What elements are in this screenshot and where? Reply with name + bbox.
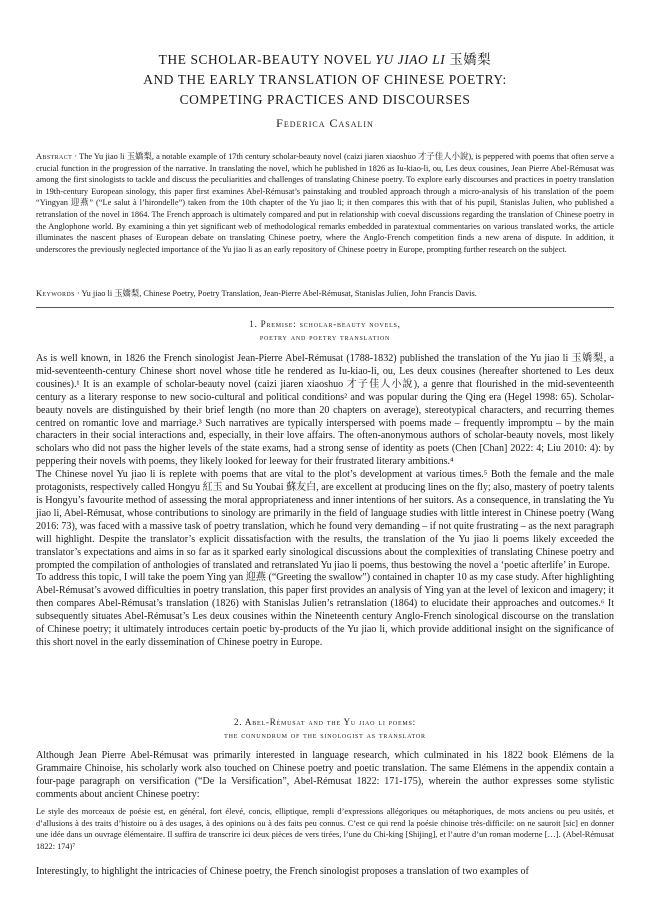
article-title	[40, 50, 610, 110]
section-divider	[36, 307, 614, 308]
title-line-2: AND THE EARLY TRANSLATION OF CHINESE POETRY:	[143, 72, 507, 87]
abstract-text: The Yu jiao li 玉嬌梨, a notable example of 17th century scholar-beauty novel (caizi jiaren xiaoshuo 才子佳人小說), is peppered with poems that often serve a crucial function in the progression of the narrative. In translating the novel, which he published in 1826 as Iu-kiao-li, ou, Les deux cousines, Jean Pierre Abel-Rémusat was among the first sinologists to tackle and discuss the peculiarities and challenges of translating Chinese poetry. To explore early discourses and practices in poetry translation in 19th-century European sinology, this paper first examines Abel-Rémusat’s painstaking and troubled approach through a micro-analysis of his translation of the poem “Yingyan 迎燕” (“Le salut à l’hirondelle”) taken from the 10th chapter of the Yu jiao li; it then compares this with that of his pupil, Stanislas Julien, who published a retranslation of the novel in 1864. The French approach is ultimately compared and put in relationship with coeval discussions regarding the translation of Chinese poetry in the Anglophone world. By examining a thin yet significant web of methodological remarks embedded in paratextual commentaries on various translated works, the article illuminates the nascent phases of European debate on translating Chinese poetry, where the Anglo-French competition finds a new arena of dispute. In addition, it underscores the previously neglected importance of the Yu jiao li as an early repository of Chinese poetry in Europe, prompting further research on the subject.	[36, 152, 614, 254]
block-quote: Le style des morceaux de poésie est, en général, fort élevé, concis, elliptique, rempli d’expressions allégoriques ou métaphoriques, de mots anciens ou peu usités, et d’allusions à des traits d’histoire ou à des usages, à des opinions ou à des faits peu connus. C’est ce qui rend la poésie chinoise très-difficile: on ne sauroit [sic] en donner une idée dans un ouvrage élémentaire. Il suffira de transcrire ici deux pièces de vers tirées, l’une du Chi-king [Shijing], et l’autre d’un roman moderne […]. (Abel-Rémusat 1822: 174)⁷	[36, 807, 614, 852]
abstract: Abstract · The Yu jiao li 玉嬌梨, a notable example of 17th century scholar-beauty novel (caizi jiaren xiaoshuo 才子佳人小說), is peppered with poems that often serve a crucial function in the progression of the narrative. In translating the novel, which he published in 1826 as Iu-kiao-li, ou, Les deux cousines, Jean Pierre Abel-Rémusat was among the first sinologists to tackle and discuss the peculiarities and challenges of translating Chinese poetry. To explore early discourses and practices in poetry translation in 19th-century European sinology, this paper first examines Abel-Rémusat’s painstaking and troubled approach through a micro-analysis of his translation of the poem “Yingyan 迎燕” (“Le salut à l’hirondelle”) taken from the 10th chapter of the Yu jiao li; it then compares this with that of his pupil, Stanislas Julien, who published a retranslation of the novel in 1864. The French approach is ultimately compared and put in relationship with coeval discussions regarding the translation of Chinese poetry in the Anglophone world. By examining a thin yet significant web of methodological remarks embedded in paratextual commentaries on various translated works, the article illuminates the nascent phases of European debate on translating Chinese poetry, where the Anglo-French competition finds a new arena of dispute. In addition, it underscores the previously neglected importance of the Yu jiao li as an early repository of Chinese poetry in Europe, prompting further research on the subject.	[36, 152, 614, 254]
title-line-1: THE SCHOLAR-BEAUTY NOVEL YU JIAO LI 玉嬌梨	[158, 52, 492, 67]
section-1-paragraph-2: The Chinese novel Yu jiao li is replete with poems that are vital to the plot’s development at various times.⁵ Both the female and the male protagonists, respectively called Hongyu 紅玉 and Su Youbai 蘇友白, are excellent at producing lines on the fly; also, mastery of poetry talents is Hongyu’s favourite method of assessing the moral appropriateness and inner intentions of her suitors. As a consequence, in translating the Yu jiao li, Abel-Rémusat, whose contributions to sinology are primarily in the field of language studies with little interest in Chinese poetry (Wang 2016: 73), was faced with a massive task of poetry translation, which he found very demanding – if not quite frustrating – as the next paragraph will highlight. Despite the translator’s explicit dissatisfaction with the results, the translation of the Yu jiao li poems likely exceeded the translator’s expectations and aims in so far as it sparked early sinological discussions about the complexities of translating Chinese poetry and prompted the compilation of anthologies of translated and retranslated Yu jiao li poems, thus bestowing the novel a ‘poetic afterlife’ in Europe.	[36, 469, 614, 571]
keywords-text: Yu jiao li 玉嬌梨, Chinese Poetry, Poetry Translation, Jean-Pierre Abel-Rémusat, Stanislas Julien, John Francis Davis.	[81, 289, 477, 298]
section-1-paragraph-1: As is well known, in 1826 the French sinologist Jean-Pierre Abel-Rémusat (1788-1832) published the translation of the Yu jiao li 玉嬌梨, a mid-seventeenth-century Chinese short novel whose title he rendered as Iu-kiao-li, ou, Les deux cousines (hereafter shortened to Les deux cousines).¹ It is an example of scholar-beauty novel (caizi jiaren xiaoshuo 才子佳人小說), a genre that flourished in the mid-seventeenth century as a literary response to new socio-cultural and political conditions² and was popular during the Qing era (Hegel 1998: 65). Scholar-beauty novels are distinguished by their brief length (no more than 20 chapters on average), stereotypical characters, and recurring themes centred on romantic love and marriage.³ Such narratives are typically interspersed with poems made – frequently impromptu – by the main characters in their social interactions and, especially, in their love affairs. The often-anonymous authors of scholar-beauty novels, most likely scholars who did not pass the higher levels of the state exams, had a strong sense of identity as poets (Chen [Chan] 2022: 4; Liu 2010: 4): by peppering their novels with poems, they likely looked for leeway for their frustrated literary ambitions.⁴	[36, 353, 614, 468]
section-2-body	[36, 750, 614, 802]
section-2-paragraph-1: Although Jean Pierre Abel-Rémusat was primarily interested in language research, which culminated in his 1822 book Elémens de la Grammaire Chinoise, his scholarly work also touched on Chinese poetry and poetic translation. The same Elémens in the appendix contain a four-page paragraph on versification (“De la Versification”, Abel-Rémusat 1822: 171-175), wherein the author expresses some stylistic comments about ancient Chinese poetry:	[36, 750, 614, 800]
section-2-heading: 2. Abel-Rémusat and the Yu jiao li poems: the conundrum of the sinologist as translator	[224, 717, 426, 740]
section-1-body	[36, 353, 614, 650]
section-1-paragraph-3: To address this topic, I will take the poem Ying yan 迎燕 (“Greeting the swallow”) contained in chapter 10 as my case study. After highlighting Abel-Rémusat’s avowed difficulties in poetry translation, this paper first provides an analysis of Ying yan at the level of lexicon and imagery; it then compares Abel-Rémusat’s translation (1826) with Stanislas Julien’s retranslation (1864) to elucidate their approaches and outcomes.⁶ It subsequently situates Abel-Rémusat’s Les deux cousines within the Nineteenth century Anglo-French sinological discourse on the translation of Chinese poetry; it ultimately introduces certain poetic by-products of the Yu jiao li, which provide additional insight on the significance of this short novel in the early dissemination of Chinese poetry in Europe.	[36, 572, 614, 648]
title-line-3: COMPETING PRACTICES AND DISCOURSES	[179, 92, 471, 107]
abstract-label: Abstract	[36, 152, 73, 161]
keywords-label: Keywords	[36, 289, 75, 298]
author-name: Federica Casalin	[276, 116, 374, 130]
section-2-paragraph-2: Interestingly, to highlight the intricacies of Chinese poetry, the French sinologist proposes a translation of two examples of	[36, 866, 529, 877]
keywords: Keywords · Yu jiao li 玉嬌梨, Chinese Poetry, Poetry Translation, Jean-Pierre Abel-Rémusat, Stanislas Julien, John Francis Davis.	[36, 289, 477, 298]
section-2-continuation	[36, 866, 614, 879]
section-1-heading: 1. Premise: scholar-beauty novels, poetry and poetry translation	[249, 319, 401, 342]
